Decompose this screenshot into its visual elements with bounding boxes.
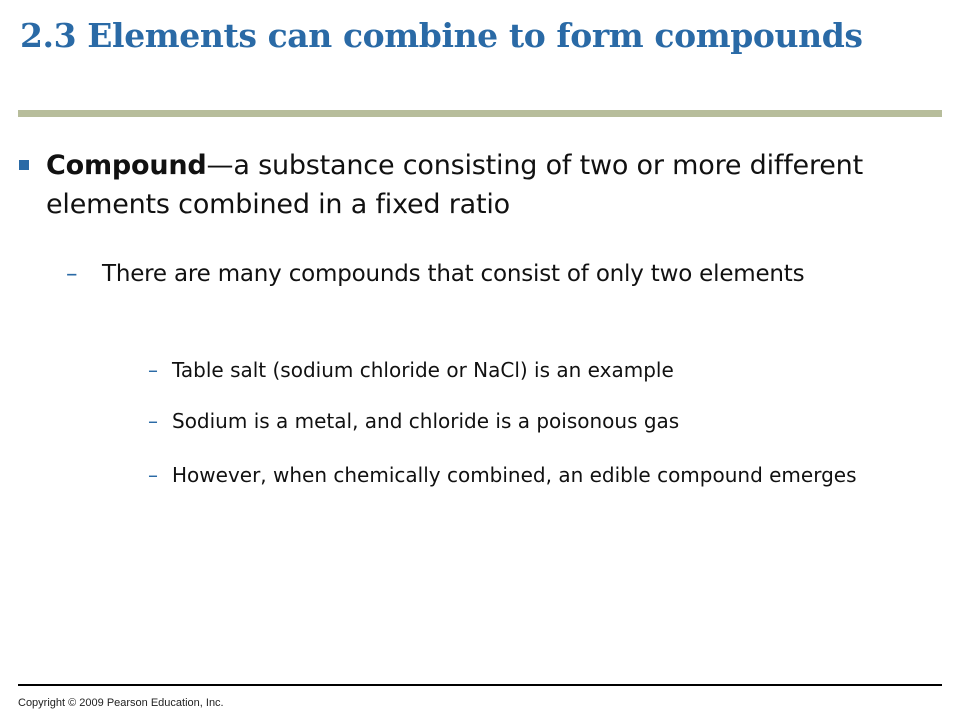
definition-text: —a substance consisting of two or more different elements combined in a fixed ratio bbox=[46, 150, 863, 220]
copyright-notice: Copyright © 2009 Pearson Education, Inc. bbox=[18, 697, 224, 709]
sub-point bbox=[66, 257, 862, 291]
example-text: Sodium is a metal, and chloride is a poisonous gas bbox=[172, 409, 680, 433]
footer-divider bbox=[18, 684, 942, 686]
dash-bullet-icon: – bbox=[148, 358, 158, 382]
dash-bullet-icon: – bbox=[148, 409, 158, 433]
sub-point-text: There are many compounds that consist of only two elements bbox=[102, 261, 805, 287]
title-divider bbox=[18, 110, 942, 117]
example-item bbox=[148, 406, 892, 436]
slide-title: 2.3 Elements can combine to form compounds bbox=[20, 16, 863, 55]
example-text: Table salt (sodium chloride or NaCl) is an example bbox=[172, 358, 674, 382]
square-bullet-icon bbox=[19, 160, 29, 170]
dash-bullet-icon: – bbox=[148, 463, 158, 487]
example-item bbox=[148, 460, 892, 490]
example-text: However, when chemically combined, an edible compound emerges bbox=[172, 463, 857, 487]
dash-bullet-icon: – bbox=[66, 261, 78, 287]
example-item bbox=[148, 355, 892, 385]
definition-bullet bbox=[46, 146, 916, 224]
definition-term: Compound bbox=[46, 150, 207, 181]
